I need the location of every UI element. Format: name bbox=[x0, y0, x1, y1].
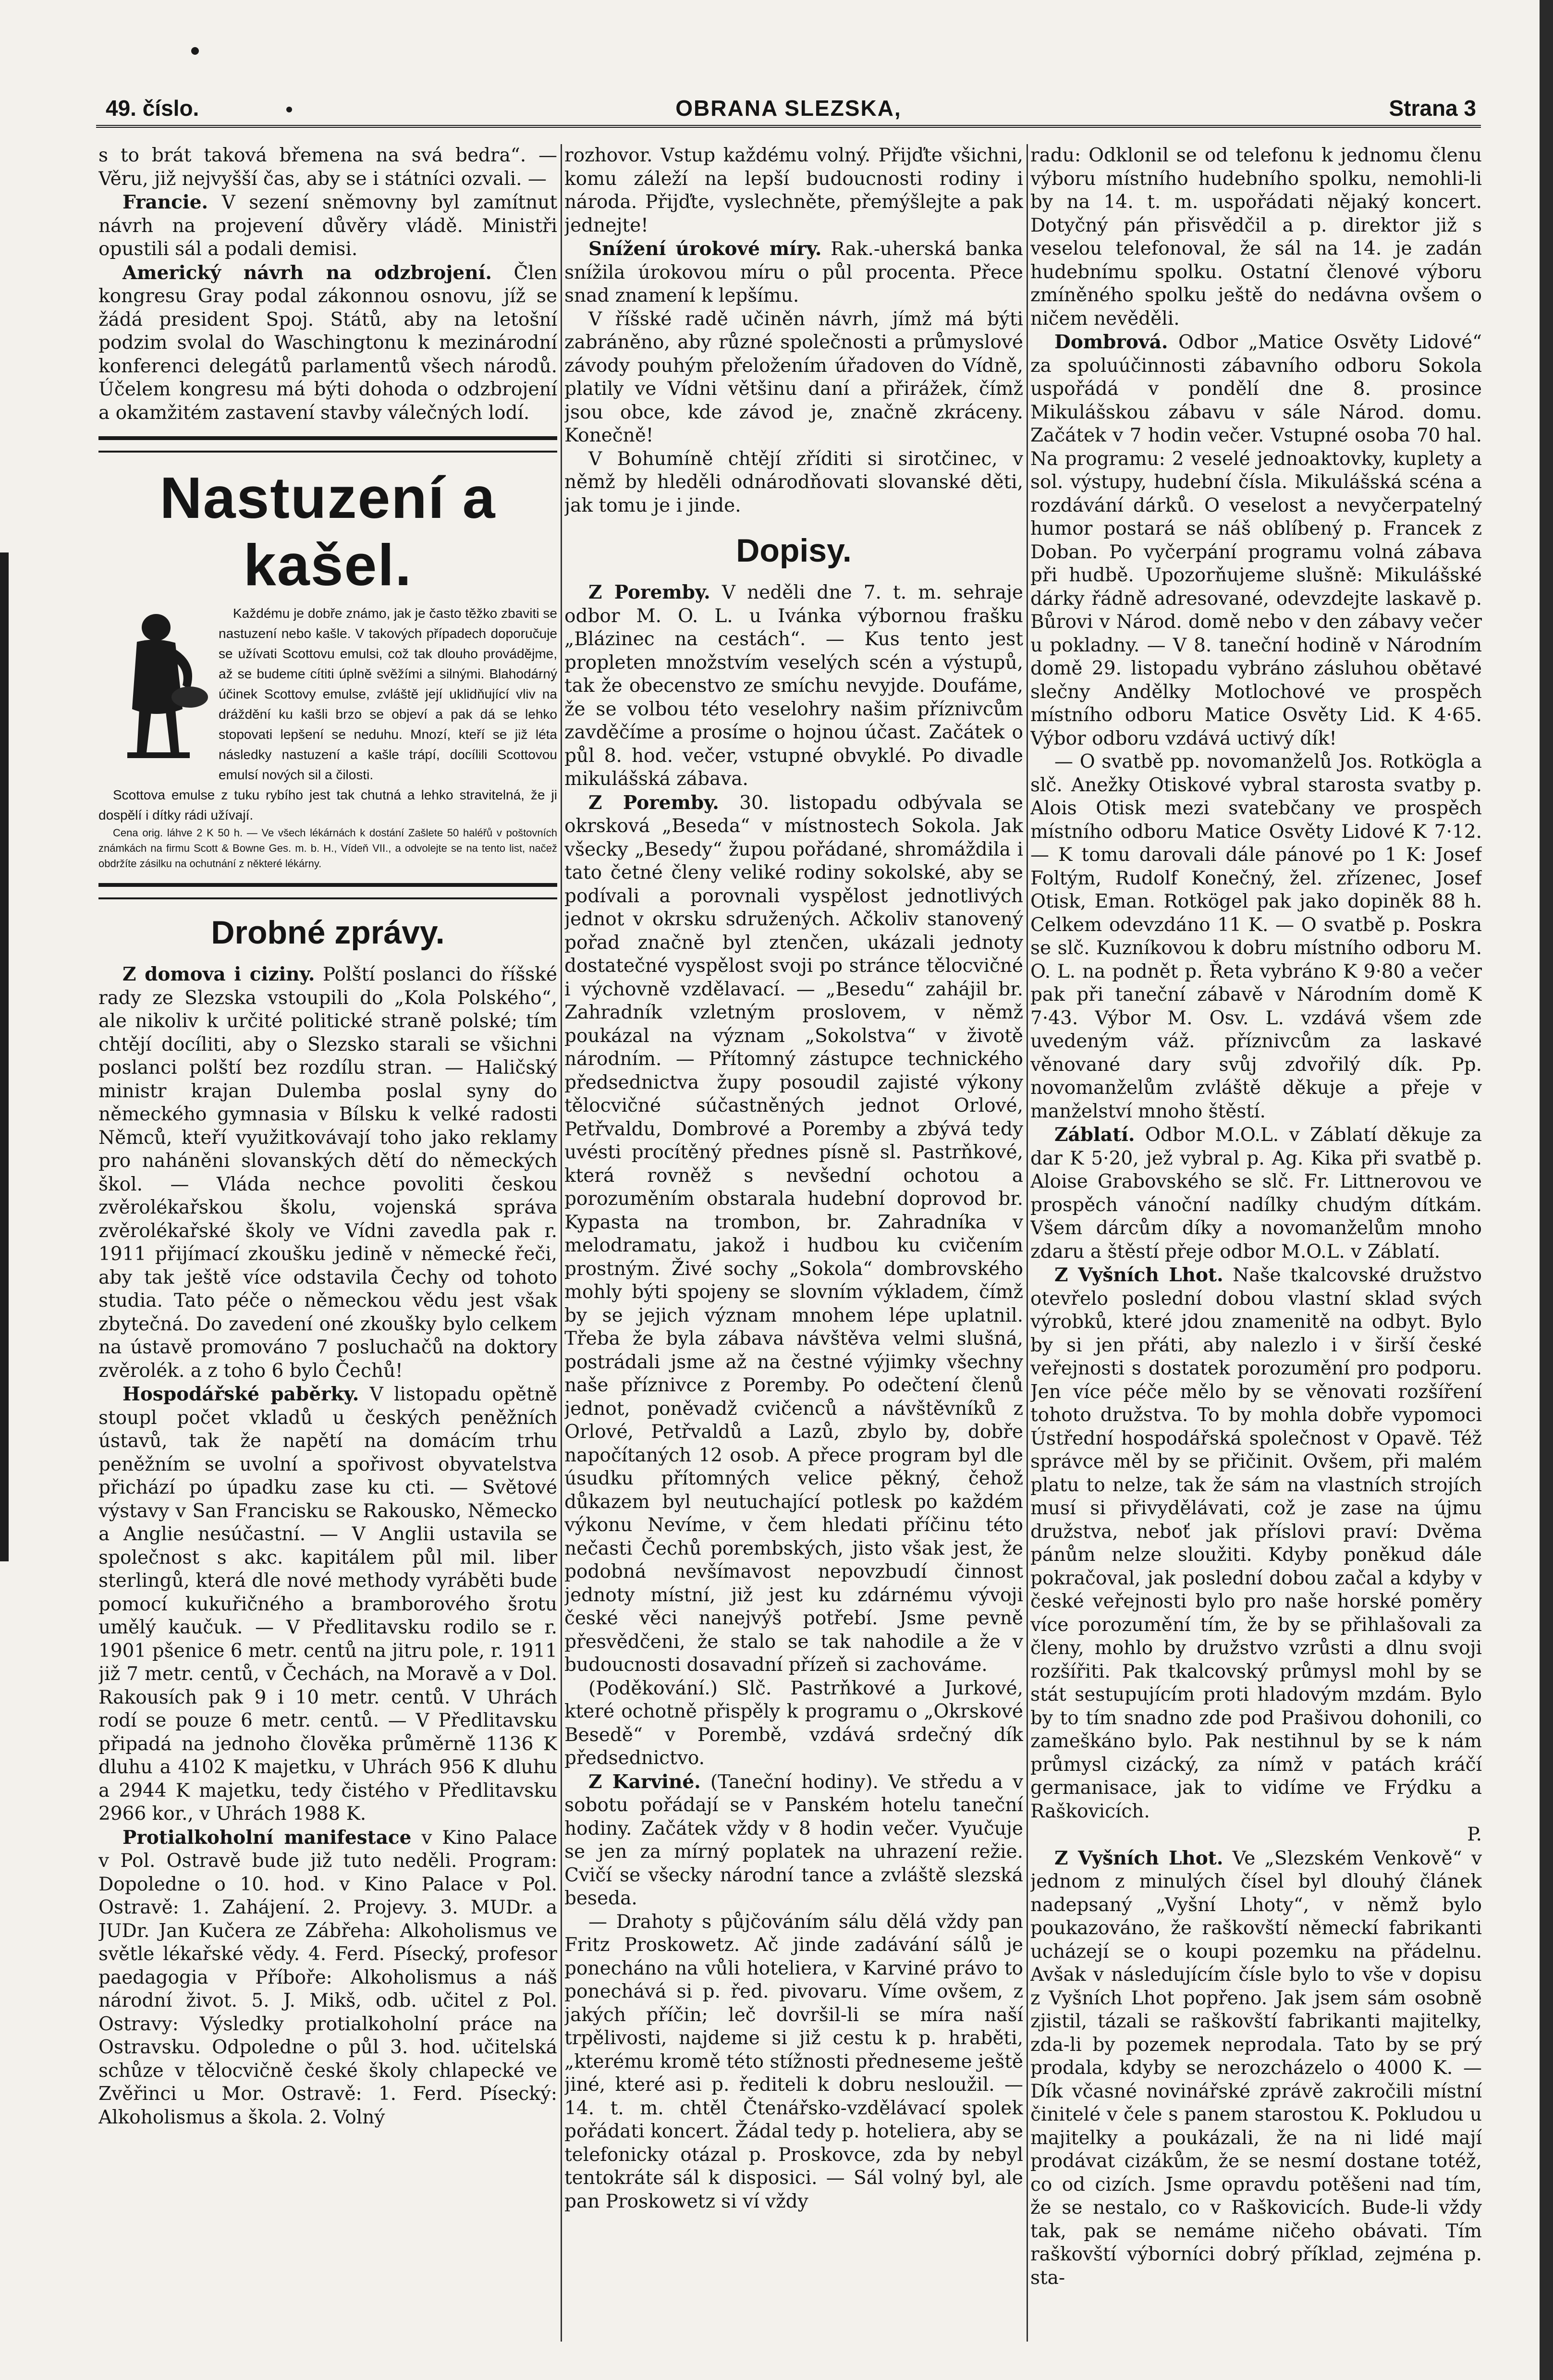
article-paragraph: s to brát taková břemena na svá bedra“. — Věru, již nejvyšší čas, aby se i státníci ozvali. — bbox=[98, 145, 557, 190]
article-paragraph bbox=[564, 581, 1023, 791]
article-paragraph bbox=[1030, 1847, 1482, 2290]
article-paragraph: rozhovor. Vstup každému volný. Přijďte všichni, komu záleží na lepší budoucnosti rodiny i národa. Přijďte, vyslechněte, přemýšlejte a pak jednejte! bbox=[564, 145, 1023, 236]
page-header bbox=[96, 91, 1481, 128]
article-paragraph bbox=[1030, 331, 1482, 750]
page-edge bbox=[1540, 0, 1553, 2380]
article-lead: Dombrová. bbox=[1054, 331, 1168, 353]
article-paragraph bbox=[98, 191, 557, 261]
article-paragraph bbox=[1030, 1123, 1482, 1264]
article-lead: Z Vyšních Lhot. bbox=[1054, 1264, 1223, 1286]
issue-number: 49. číslo. bbox=[106, 96, 199, 121]
article-text: V neděli dne 7. t. m. sehraje odbor M. O. L. u Ivánka výbornou frašku „Blázinec na cestách“. — Kus tento jest propleten množstvím veselých scén a výstupů, tak že obecenstvo ze smíchu nevyjde. Doufáme, že se volbou této veselohry našim příznivcům zavděčíme a prosíme o hojnou účast. Začátek o půl 8. hod. večer, vstupné obvyklé. Po divadle mikulášská zábava. bbox=[564, 582, 1023, 790]
article-paragraph: radu: Odklonil se od telefonu k jednomu členu výboru místního hudebního spolku, nemohli-li by na 14. t. m. uspořádati nějaký koncert. Dotyčný pán přisvědčil a p. direktor již s veselou telefonoval, že sál na 14. je zadán hudebnímu spolku. Ostatní členové výboru zmíněného spolku ještě do nedávna ovšem o ničem nevěděli. bbox=[1030, 145, 1482, 330]
ad-title: Nastuzení a kašel. bbox=[159, 465, 496, 598]
article-lead: Záblatí. bbox=[1054, 1124, 1135, 1146]
section-title-dopisy: Dopisy. bbox=[736, 532, 852, 569]
article-text: Ve „Slezském Venkově“ v jednom z minulých čísel byl dlouhý článek nadepsaný „Vyšní Lhoty“, v němž bylo poukazováno, že raškovští německí fabrikanti ucházejí se o koupi pozemku na přádelnu. Avšak v následujícím čísle bylo to vše v dopisu z Vyšních Lhot popřeno. Jak jsem sám osobně zjistil, tázali se raškovští fabrikanti majitelky, zda-li by pozemek neprodala. Tato by se prý prodala, kdyby se nerozcházelo o 4000 K. — Dík včasné novinářské zprávě zakročili místní činitelé v čele s panem starostou K. Pokludou u majitelky a poukázali, že na ni lidé mají prodávat cizákům, že se nesmí dostane totéž, co od cizích. Jsme opravdu potěšeni nad tím, že se nestalo, co v Raškovicích. Bude-li vždy tak, pak se nemáme ničeho obávati. Tím raškovští výborníci dobrý příklad, zejména p. sta- bbox=[1030, 1847, 1482, 2289]
article-paragraph bbox=[1030, 1264, 1482, 1823]
article-lead: Americký návrh na odzbrojení. bbox=[122, 261, 492, 284]
author-signature: P. bbox=[1467, 1824, 1482, 1845]
ink-spot bbox=[191, 47, 199, 55]
article-text: 30. listopadu odbývala se okrsková „Beseda“ v místnostech Sokola. Jak všecky „Besedy“ župou pořádané, shromáždila i tato četné členy veliké rodiny sokolské, aby se podívali a porovnali vyspělost jednotlivých jednot v okrsku sdružených. Ačkoliv stanovený pořad značně byl ztenčen, ukázali jednoty dostatečné vyspělost svoji po stránce tělocvičné i výchovně vzdělavací. — „Besedu“ zahájil br. Zahradník vzletným proslovem, v němž poukázal na význam „Sokolstva“ v životě národním. — Přítomný zástupce technického předsednictva župy posoudil zajisté výkony tělocvičné súčastněných jednot Orlové, Petřvaldu, Dombrové a Poremby a zbývá tedy uvésti procítěný přednes písně sl. Pastrňkové, která rovněž s nevšední ochotou a porozuměním obstarala hudební doprovod br. Kypasta na trombon, br. Zahradníka v melodramatu, jakož i hudbou ku cvičením prostným. Živé sochy „Sokola“ dombrovského mohly býti spojeny se slovním výkladem, čímž by se jejich význam mnohem lépe uplatnil. Třeba že byla zábava návštěva velmi slušná, postrádali jsme až na čestné výjimky všechny naše příznivce z Poremby. Po odečtení členů jednot, poněvadž cvičenců a návštěvníků z Orlové, Petřvaldů a Lazů, zbylo by, dobře napočítaných 12 osob. A přece program byl dle úsudku přítomných velice pěkný, čehož důkazem byl neutuchající potlesk po každém výkonu Nevíme, v čem hledati příčinu této nečasti Čechů porembských, jisto však jest, že podobná nevšímavost nepovzbudí činnost jednoty místní, již jest ku zdárnému vývoji české věci nanejvýš potřebí. Jsme pevně přesvědčeni, že stalo se tak nahodile a že v budoucnosti dosavadní přízeň si zachováme. bbox=[564, 792, 1023, 1676]
separator-bars bbox=[98, 436, 557, 453]
ad-price-note: Cena orig. láhve 2 K 50 h. — Ve všech lékárnách k dostání Zašlete 50 haléřů v poštovních známkách na firmu Scott & Bowne Ges. m. b. H., Vídeň VII., a odvolejte se na tento list, načež obdržíte zásilku na ochutnání z některé lékárny. bbox=[98, 827, 557, 870]
column-rule bbox=[561, 144, 562, 2342]
article-text: V listopadu opětně stoupl počet vkladů u českých peněžních ústavů, tak že napětí na domácím trhu peněžním se uvolní a spořivost obyvatelstva přichází po úpadku zase ku cti. bbox=[98, 1384, 557, 1498]
article-paragraph: — O svatbě pp. novomanželů Jos. Rotkögla a slč. Anežky Otiskové vybral starosta svatby p. Alois Otisk mezi svatebčany ve prospěch místního odboru Matice Osvěty Lidové K 7·12. — K tomu darovali dále pánové po 1 K: Josef Foltým, Rudolf Konečný, žel. zřízenec, Josef Otisk, Eman. Rotkögel pak jako dopiněk 88 h. Celkem odevzdáno 11 K. — O svatbě p. Poskra se slč. Kuzníkovou k dobru místního odboru M. O. L. na podnět p. Řeta vybráno K 9·80 a večer pak při taneční zábavě v Národním domě K 7·43. Výbor M. Osv. L. vzdává všem zde uvedeným váž. příznivcům za laskavé věnované dary svůj zdvořilý dík. Pp. novomanželům zvláště děkuje a přeje v manželství mnoho štěstí. bbox=[1030, 751, 1482, 1122]
advertisement bbox=[98, 464, 557, 871]
article-lead: Snížení úrokové míry. bbox=[588, 238, 822, 260]
article-text: V sezení sněmovny byl zamítnut návrh na projevení důvěry vládě. Ministři opustili sál a podali demisi. bbox=[98, 192, 557, 260]
article-paragraph: V říšské radě učiněn návrh, jímž má býti zabráněno, aby různé společnosti a průmyslové závody pouhým přeložením úřadoven do Vídně, platily ve Vídni většinu daní a přirážek, čímž jsou obce, kde závod je, značně zkráceny. Konečně! bbox=[564, 308, 1023, 446]
article-paragraph: (Poděkování.) Slč. Pastrňkové a Jurkové, které ochotně přispěly k programu o „Okrskové Besedě“ v Porembě, vzdává srdečný dík předsednictvo. bbox=[564, 1677, 1023, 1769]
column-rule bbox=[1027, 144, 1028, 2342]
article-paragraph bbox=[564, 237, 1023, 308]
separator-bars bbox=[98, 883, 557, 899]
ad-body bbox=[98, 603, 557, 871]
column-1 bbox=[98, 144, 557, 2346]
fisherman-illustration bbox=[98, 608, 209, 767]
article-lead: Hospodářské paběrky. bbox=[122, 1383, 359, 1405]
article-lead: Z Vyšních Lhot. bbox=[1054, 1847, 1223, 1869]
ad-paragraph: Každému je dobře známo, jak je často těžko zbaviti se nastuzení nebo kašle. V takových případech doporučuje se užívati Scottovu emulsi, což tak dlouho provádějme, až se budeme cítiti úplně svěžími a silnými. Blahodárný účinek Scottovy emulse, zvláště její uklidňující vliv na dráždění ku kašli brzo se objeví a pak dá se lehko stopovati lepšení se neduhu. Mnozí, kteří se již léta následky nastuzení a kašle trápí, docílili Scottovou emulsí nových sil a čilosti. bbox=[219, 606, 557, 782]
column-2 bbox=[564, 144, 1023, 2346]
article-paragraph bbox=[98, 963, 557, 1383]
article-text: Polští poslanci do říšské rady ze Slezska vstoupili do „Kola Polského“, ale nikoliv k určité politické straně polské; tím chtějí docíliti, aby o Slezsko starali se všichni poslanci polští bez rozdílu stran. — Haličský ministr krajan Dulemba poslal syny do německého gymnasia v Bílsku k velké radosti Němců, kteří využitkovávají toho jako reklamy pro naháněni slovanských dětí do německých škol. — Vláda nechce povoliti českou zvěrolékařskou školu, vojenská správa zvěrolékařské školy ve Vídni zavedla pak r. 1911 přijímací zkoušku jedině v německé řeči, aby tak ještě více odstavila Čechy od tohoto studia. Tato péče o německou vědu jest však zbytečná. Do zavedení oné zkoušky bylo celkem na ústavě promováno 7 posluchačů na doktory zvěrolék. a z toho 6 bylo Čechů! bbox=[98, 964, 557, 1382]
section-title-drobne-zpravy: Drobné zprávy. bbox=[211, 914, 445, 951]
newspaper-title: OBRANA SLEZSKA, bbox=[675, 96, 902, 121]
article-paragraph bbox=[564, 1770, 1023, 1911]
article-paragraph: V Bohumíně chtějí zříditi si sirotčinec, v němž by hleděli odnárodňovati slovanské děti, jak tomu je i jinde. bbox=[564, 448, 1023, 516]
article-text: (Taneční hodiny). Ve středu a v sobotu pořádají se v Panském hotelu taneční hodiny. Začátek vždy v 8 hodin večer. Vyučuje se jen za mírný poplatek na uhrazení režie. Cvičí se všecky národní tance a zvláště slezská beseda. bbox=[564, 1771, 1023, 1909]
article-lead: Z Poremby. bbox=[588, 581, 710, 603]
article-paragraph bbox=[564, 791, 1023, 1677]
article-lead: Z Karviné. bbox=[588, 1770, 701, 1793]
article-paragraph: Hospodářské paběrky. V listopadu opětně stoupl počet vkladů u českých peněžních ústavů, tak že napětí na domácím trhu peněžním se uvolní a spořivost obyvatelstva přichází po úpadku zase ku cti. — Světové výstavy v San Francisku se Rakousko, Německo a Anglie nesúčastní. — V Anglii ustavila se společnost s akc. kapitálem půl mil. liber sterlingů, která dle nové methody vyráběti bude pomocí kukuřičného a bramborového šrotu umělý kaučuk. — V Předlitavsku rodilo se r. 1901 pšenice 6 metr. centů na jitru pole, r. 1911 již 7 metr. centů, v Čechách, na Moravě a v Dol. Rakousích pak 9 i 10 metr. centů. V Uhrách rodí se pouze 6 metr. centů. — V Předlitavsku připadá na jednoho člověka průměrně 1136 K dluhu a 4102 K majetku, v Uhrách 956 K dluhu a 2944 K majetku, tedy čistého v Předlitavsku 2966 kor., v Uhrách 1988 K. bbox=[98, 1383, 557, 1825]
page-number: Strana 3 bbox=[1389, 96, 1476, 121]
ad-paragraph: Scottova emulse z tuku rybího jest tak chutná a lehko stravitelná, že ji dospělí i dítky rádi užívají. bbox=[98, 787, 557, 822]
article-text: Naše tkalcovské družstvo otevřelo poslední dobou vlastní sklad svých výrobků, které jdou znamenitě na odbyt. Bylo by si jen přáti, aby nalezlo i v širší české veřejnosti s dostatek porozumění pro podporu. Jen více péče mělo by se věnovati rozšíření tohoto družstva. To by mohla dobře vypomoci Ústřední hospodářská společnost v Opavě. Též správce měl by se přičinit. Ovšem, při malém platu to nelze, tak že sám na vlastních strojích musí si přivydělávati, což je zase na újmu družstva, neboť jak příslovi praví: Dvěma pánům nelze sloužiti. Kdyby poněkud dále pokračoval, jak poslední dobou začal a kdyby v české veřejnosti bylo pro naše horské poměry více porozumění tím, že by se přihlašovali za členy, mohlo by družstvo vzrůsti a dlnu svoji rozšířiti. Pak tkalcovský průmysl mohl by se stát sestupujícím proti hladovým mzdám. Bylo by to tím snadno zde pod Prašivou dohonili, co zameškáno bylo. Pak nestihnul by se k nám průmysl cizácký, za nímž v patách kráčí germanisace, jak to vidíme ve Frýdku a Raškovicích. bbox=[1030, 1264, 1482, 1822]
binding-shadow bbox=[0, 552, 9, 1561]
article-lead: Francie. bbox=[122, 191, 208, 213]
article-text: Člen kongresu Gray podal zákonnou osnovu, jíž se žádá president Spoj. Států, aby na letošní podzim svolal do Waschingtonu k mezinárodní konferenci delegátů parlamentů všech národů. Účelem kongresu má býti dohoda o odzbrojení a okamžitém zastavení stavby válečných lodí. bbox=[98, 262, 557, 424]
article-text: v Kino Palace v Pol. Ostravě bude již tuto neděli. Program: Dopoledne o 10. hod. v Kino Palace v Pol. Ostravě: 1. Zahájení. 2. Projevy. 3. MUDr. a JUDr. Jan Kučera ze Zábřeha: Alkoholismus ve světle lékařské vědy. 4. Ferd. Písecký, profesor paedagogia v Příboře: Alkoholismus a náš národní život. 5. J. Mikš, odb. učitel z Pol. Ostravy: Výsledky protialkoholní práce na Ostravsku. Odpoledne o půl 3. hod. učitelská schůze v tělocvičně české školy chlapecké ve Zvěřinci u Mor. Ostravě: 1. Ferd. Písecký: Alkoholismus a škola. 2. Volný bbox=[98, 1827, 557, 2128]
article-text: Světové výstavy v San Francisku se Rakousko, Německo a Anglie nesúčastní. — V Anglii ustavila se společnost s akc. kapitálem půl mil. liber sterlingů, která dle nové methody vyráběti bude pomocí kukuřičného a bramborového šrotu umělý kaučuk. — V Předlitavsku rodilo se r. 1901 pšenice 6 metr. centů na jitru pole, r. 1911 již 7 metr. centů, v Čechách, na Moravě a v Dol. Rakousích pak 9 i 10 metr. centů. V Uhrách rodí se pouze 6 metr. centů. — V Předlitavsku připadá na jednoho člověka průměrně 1136 K dluhu a 4102 K majetku, v Uhrách 956 K dluhu a 2944 K majetku, tedy čistého v Předlitavsku 2966 kor., v Uhrách 1988 K. bbox=[98, 1477, 557, 1825]
column-3 bbox=[1030, 144, 1482, 2346]
article-lead: Z domova i ciziny. bbox=[122, 963, 315, 985]
article-lead: Protialkoholní manifestace bbox=[122, 1826, 412, 1849]
article-text: Odbor M.O.L. v Záblatí děkuje za dar K 5·20, jež vybral p. Ag. Kika při svatbě p. Aloise Grabovského se slč. Fr. Littnerovou ve prospěch vánoční nadílky chudým dítkám. Všem dárcům díky a novomanželům mnoho zdaru a štěstí přeje odbor M.O.L. v Záblatí. bbox=[1030, 1124, 1482, 1263]
article-text: Odbor „Matice Osvěty Lidové“ za spoluúčinnosti zábavního odboru Sokola uspořádá v pondělí dne 8. prosince Mikulášskou zábavu v sále Národ. domu. Začátek v 7 hodin večer. Vstupné osoba 70 hal. Na programu: 2 veselé jednoaktovky, kuplety a sol. výstupy, hudební čísla. Mikulášská scéna a rozdávání dárků. O veselost a nevyčerpatelný humor postará se náš oblíbený p. Francek z Doban. Po vyčerpání programu volná zábava při hudbě. Upozorňujeme slušně: Mikulášské dárky řádně adresované, odevzdejte laskavě p. Bůrovi v Národ. domě nebo v den zábavy večer u pokladny. — V 8. taneční hodině v Národním domě 29. listopadu vybráno zásluhou obětavé slečny Andělky Motlochové ve prospěch místního odboru Matice Osvěty Lid. K 4·65. Výbor odboru vzdává uctivý dík! bbox=[1030, 331, 1482, 749]
article-text: Rak.-uherská banka snížila úrokovou míru o půl procenta. Přece snad znamení k lepšímu. bbox=[564, 238, 1023, 307]
article-paragraph bbox=[98, 1826, 557, 2130]
article-lead: Z Poremby. bbox=[588, 791, 719, 814]
article-paragraph bbox=[98, 261, 557, 425]
article-paragraph: — Drahoty s půjčováním sálu dělá vždy pan Fritz Proskowetz. Ač jinde zadávání sálů je ponecháno na vůli hoteliera, v Karviné právo to ponechává si p. řed. pivovaru. Víme ovšem, z jakých příčin; leč dovršil-li se míra naší trpělivosti, najdeme si již cestu k p. hraběti, „kterému kromě této stížnosti předneseme ještě jiné, které asi p. řediteli k dobru nesloužil. — 14. t. m. chtěl Čtenářsko-vzdělávací spolek pořádati koncert. Žádal tedy p. hoteliera, aby se telefonicky otázal p. Proskovce, zda by nebyl tentokráte sál k disposici. — Sál volný byl, ale pan Proskowetz si ví vždy bbox=[564, 1911, 1023, 2212]
